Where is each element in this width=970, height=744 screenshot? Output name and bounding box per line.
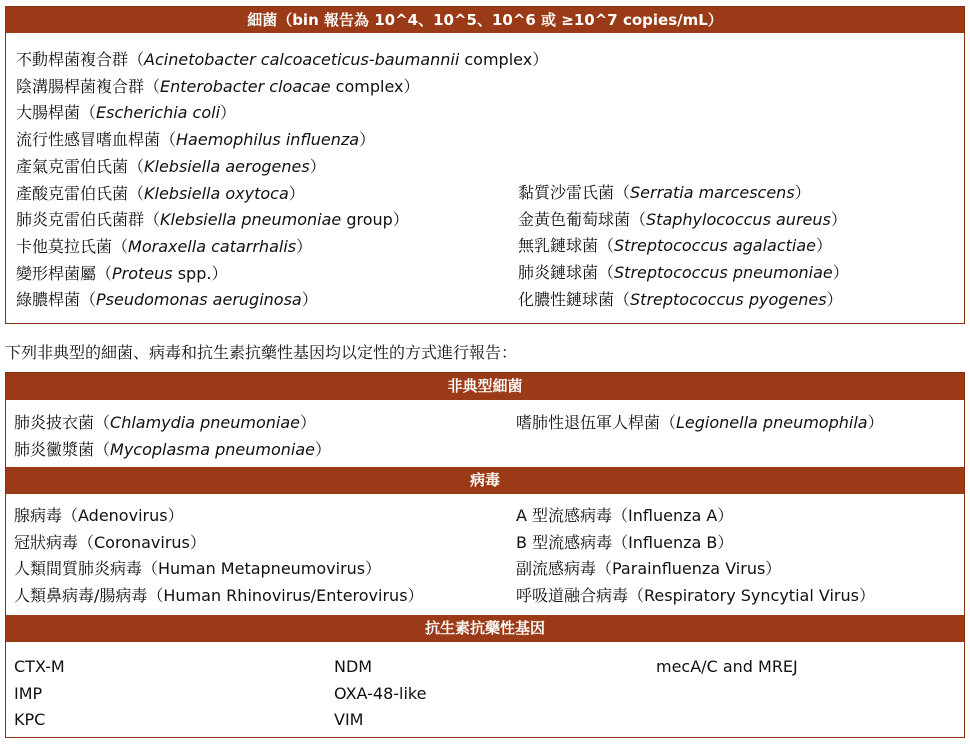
organism-zh: 變形桿菌屬（ xyxy=(16,263,113,283)
organism-zh: 肺炎克雷伯氏菌群（ xyxy=(16,210,161,230)
organism-zh: 肺炎鏈球菌（ xyxy=(518,263,615,283)
organism-sci: Legionella pneumophila xyxy=(676,413,868,432)
bacteria-table xyxy=(5,6,965,324)
organism-zh: 肺炎黴漿菌（ xyxy=(14,440,111,459)
virus-header: 病毒 xyxy=(6,467,964,494)
organism-suffix: complex） xyxy=(459,50,549,69)
virus-item: 副流感病毒（Parainfluenza Virus） xyxy=(516,559,782,579)
organism-zh: 卡他莫拉氏菌（ xyxy=(16,236,129,256)
organism-sci: Serratia marcescens xyxy=(630,183,795,202)
organism-zh: 無乳鏈球菌（ xyxy=(518,236,615,256)
organism-suffix: ） xyxy=(296,236,313,256)
organism-sci: Staphylococcus aureus xyxy=(646,209,831,229)
organism-zh: 黏質沙雷氏菌（ xyxy=(518,183,631,202)
bacteria-item xyxy=(518,287,843,313)
bacteria-item xyxy=(518,207,847,233)
bacteria-header: 細菌（bin 報告為 10^4、10^5、10^6 或 ≥10^7 copies/mL） xyxy=(6,7,964,33)
organism-sci: Proteus xyxy=(112,263,173,283)
bacteria-item xyxy=(16,181,305,207)
organism-suffix: complex） xyxy=(330,76,420,96)
bacteria-item xyxy=(16,74,419,100)
organism-zh: 產酸克雷伯氏菌（ xyxy=(16,183,145,203)
bacteria-item xyxy=(16,287,318,313)
gene-item: CTX-M xyxy=(14,657,65,676)
organism-suffix: ） xyxy=(301,290,318,310)
organism-sci: Moraxella catarrhalis xyxy=(128,236,297,256)
organism-suffix: ） xyxy=(867,413,884,432)
gene-item: OXA-48-like xyxy=(334,683,427,703)
organism-zh: 產氣克雷伯氏菌（ xyxy=(16,156,145,176)
bacteria-item xyxy=(16,127,375,153)
organism-sci: Escherichia coli xyxy=(96,103,221,123)
organism-sci: Klebsiella oxytoca xyxy=(144,183,289,203)
organism-sci: Streptococcus pneumoniae xyxy=(614,263,833,283)
bacteria-item xyxy=(16,261,227,287)
qualitative-table xyxy=(5,372,965,738)
resistance-header: 抗生素抗藥性基因 xyxy=(6,615,964,642)
organism-suffix: ） xyxy=(794,183,811,202)
organism-suffix: ） xyxy=(830,209,847,229)
qualitative-note: 下列非典型的細菌、病毒和抗生素抗藥性基因均以定性的方式進行報告： xyxy=(5,343,518,362)
atypical-item xyxy=(14,410,316,436)
bacteria-item xyxy=(518,233,832,259)
organism-suffix: ） xyxy=(220,103,237,123)
organism-sci: Chlamydia pneumoniae xyxy=(110,413,301,432)
atypical-item xyxy=(516,410,884,436)
atypical-item xyxy=(14,437,331,463)
bacteria-item xyxy=(16,234,312,260)
atypical-header: 非典型細菌 xyxy=(6,373,964,400)
gene-item: VIM xyxy=(334,710,364,729)
virus-item: 人類鼻病毒/腸病毒（Human Rhinovirus/Enterovirus） xyxy=(14,586,424,606)
organism-sci: Streptococcus pyogenes xyxy=(630,289,827,309)
organism-zh: 流行性感冒嗜血桿菌（ xyxy=(16,130,177,150)
virus-item: A 型流感病毒（Influenza A） xyxy=(516,506,734,525)
bacteria-item xyxy=(16,154,326,180)
bacteria-item xyxy=(518,260,849,286)
bacteria-item xyxy=(16,100,236,126)
virus-item: 冠狀病毒（Coronavirus） xyxy=(14,532,206,552)
organism-zh: 陰溝腸桿菌複合群（ xyxy=(16,76,161,96)
organism-sci: Klebsiella aerogenes xyxy=(144,156,310,176)
gene-item: IMP xyxy=(14,683,43,703)
gene-item: mecA/C and MREJ xyxy=(656,657,798,676)
organism-zh: 肺炎披衣菌（ xyxy=(14,413,111,432)
resistance-list xyxy=(6,642,964,738)
organism-suffix: ） xyxy=(816,236,833,256)
organism-zh: 綠膿桿菌（ xyxy=(16,290,97,310)
organism-suffix: ） xyxy=(826,289,843,309)
bacteria-item xyxy=(16,47,548,73)
organism-zh: 化膿性鏈球菌（ xyxy=(518,289,631,309)
gene-item: NDM xyxy=(334,657,373,676)
organism-suffix: ） xyxy=(288,183,305,203)
organism-sci: Streptococcus agalactiae xyxy=(614,236,817,256)
virus-item: 腺病毒（Adenovirus） xyxy=(14,506,184,525)
organism-suffix: spp.） xyxy=(172,263,228,283)
organism-suffix: ） xyxy=(832,263,849,283)
organism-sci: Klebsiella pneumoniae xyxy=(160,210,342,230)
virus-list xyxy=(6,494,964,615)
organism-sci: Enterobacter cloacae xyxy=(160,76,331,96)
organism-sci: Mycoplasma pneumoniae xyxy=(110,440,315,459)
gene-item: KPC xyxy=(14,710,46,729)
organism-sci: Acinetobacter calcoaceticus-baumannii xyxy=(144,50,460,69)
organism-suffix: ） xyxy=(309,156,326,176)
organism-zh: 嗜肺性退伍軍人桿菌（ xyxy=(516,413,677,432)
organism-sci: Haemophilus influenza xyxy=(176,130,360,150)
organism-zh: 大腸桿菌（ xyxy=(16,103,97,123)
bacteria-item xyxy=(16,207,409,233)
organism-suffix: ） xyxy=(300,413,317,432)
virus-item: 呼吸道融合病毒（Respiratory Syncytial Virus） xyxy=(516,586,875,606)
organism-suffix: ） xyxy=(314,440,331,459)
organism-suffix: ） xyxy=(359,130,376,150)
virus-item: B 型流感病毒（Influenza B） xyxy=(516,532,734,552)
organism-zh: 不動桿菌複合群（ xyxy=(16,50,145,69)
atypical-list xyxy=(6,400,964,467)
bacteria-item xyxy=(518,180,811,206)
virus-item: 人類間質肺炎病毒（Human Metapneumovirus） xyxy=(14,559,382,579)
organism-sci: Pseudomonas aeruginosa xyxy=(96,290,302,310)
organism-suffix: group） xyxy=(341,210,409,230)
organism-zh: 金黃色葡萄球菌（ xyxy=(518,209,647,229)
